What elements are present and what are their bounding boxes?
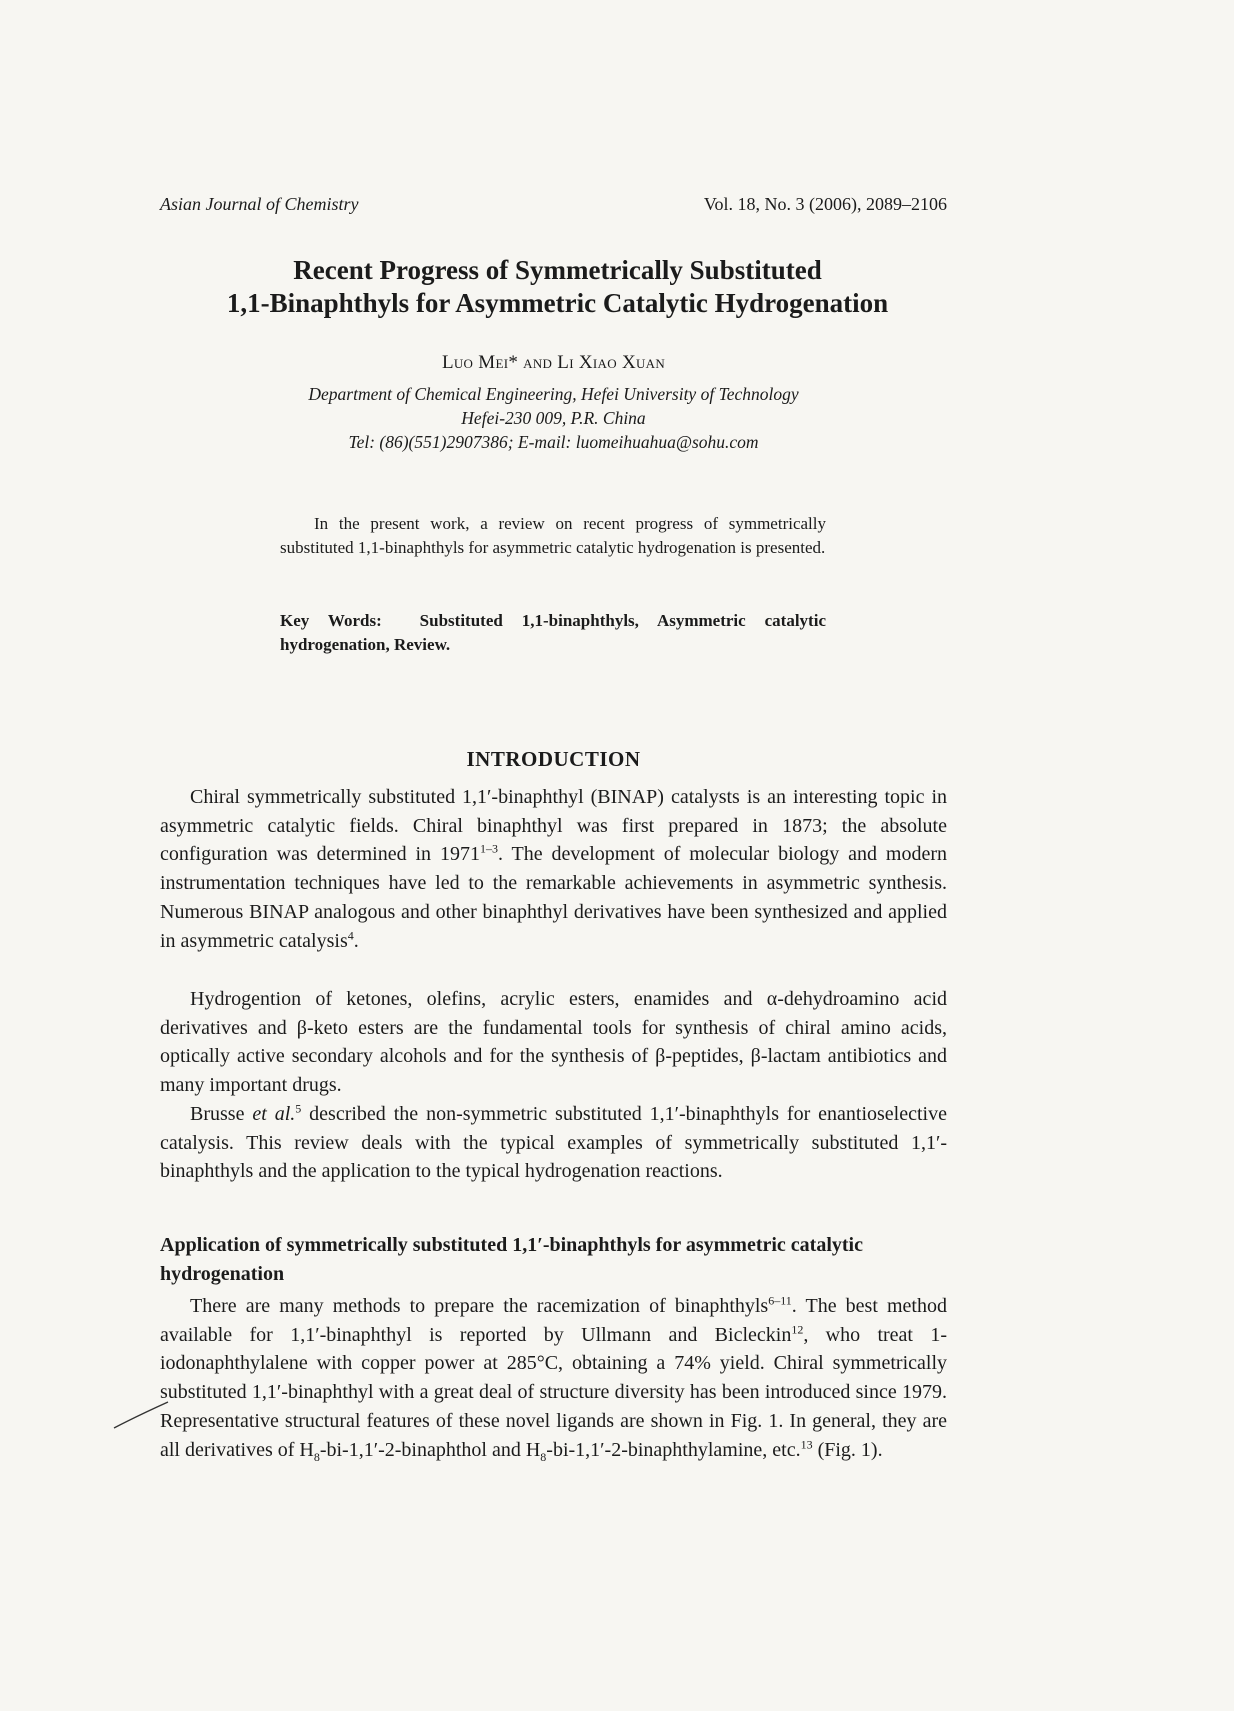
keywords-value: Substituted 1,1-binaphthyls, Asymmetric catalytic hydrogenation, Review. (280, 611, 826, 654)
intro-paragraph-2: Hydrogention of ketones, olefins, acrylic esters, enamides and α-dehydroamino acid derivatives and β-keto esters are the fundamental tools for synthesis of chiral amino acids, optically active secondary alcohols and for the synthesis of β-peptides, β-lactam antibiotics and many important drugs. (160, 988, 947, 1097)
intro-paragraph-3: Brusse et al.$^5$ described the non-symmetric substituted 1,1′-binaphthyls for enantioselective catalysis. This review deals with the typical examples of symmetrically substituted 1,1′-binaphthyls and the application to the typical hydrogenation reactions. (160, 1101, 947, 1183)
introduction-heading: INTRODUCTION (466, 747, 641, 771)
affiliation-line-3: Tel: (86)(551)2907386; E-mail: luomeihuahua@sohu.com (348, 432, 759, 452)
authors: Luo Mei* and Li Xiao Xuan (441, 352, 666, 373)
pen-mark (112, 1398, 172, 1430)
title-line-2: 1,1-Binaphthyls for Asymmetric Catalytic Hydrogenation (226, 288, 889, 318)
affiliation (160, 382, 947, 454)
keywords-label: Key Words: (280, 611, 382, 630)
abstract: In the present work, a review on recent progress of symmetrically substituted 1,1-binaphthyls for asymmetric catalytic hydrogenation is presented. (280, 514, 826, 557)
application-paragraph: There are many methods to prepare the racemization of binaphthyls$^{6-11}$. The best method available for 1,1′-binaphthyl is reported by Ullmann and Bicleckin$^{12}$, who treat 1-iodonaphthylalene with copper power at 285°C, obtaining a 74% yield. Chiral symmetrically substituted 1,1′-binaphthyl with a great deal of structure diversity has been introduced since 1979. Representative structural features of these novel ligands are shown in Fig. 1. In general, they are all derivatives of $H_8-bi-1,1'-2$-binaphthol and $H_8-bi-1,1'-2$-binaphthylamine, etc.$^{13}$ (Fig. 1). (160, 1293, 947, 1464)
paper-title (120, 254, 995, 320)
journal-name: Asian Journal of Chemistry (160, 194, 359, 214)
volume-info: Vol. 18, No. 3 (2006), 2089–2106 (703, 194, 947, 214)
title-line-1: Recent Progress of Symmetrically Substituted (293, 255, 822, 285)
application-heading: Application of symmetrically substituted 1,1′-binaphthyls for asymmetric catalytic hydrogenation (160, 1234, 863, 1285)
affiliation-line-2: Hefei-230 009, P.R. China (461, 408, 646, 428)
intro-paragraph-1: Chiral symmetrically substituted 1,1′-binaphthyl (BINAP) catalysts is an interesting topic in asymmetric catalytic fields. Chiral binaphthyl was first prepared in 1873; the absolute configuration was determined in 1971$^{1-3}$. The development of molecular biology and modern instrumentation techniques have led to the remarkable achievements in asymmetric synthesis. Numerous BINAP analogous and other binaphthyl derivatives have been synthesized and applied in asymmetric catalysis$^4$. (160, 786, 947, 952)
affiliation-line-1: Department of Chemical Engineering, Hefei University of Technology (308, 384, 799, 404)
keywords (280, 609, 826, 657)
